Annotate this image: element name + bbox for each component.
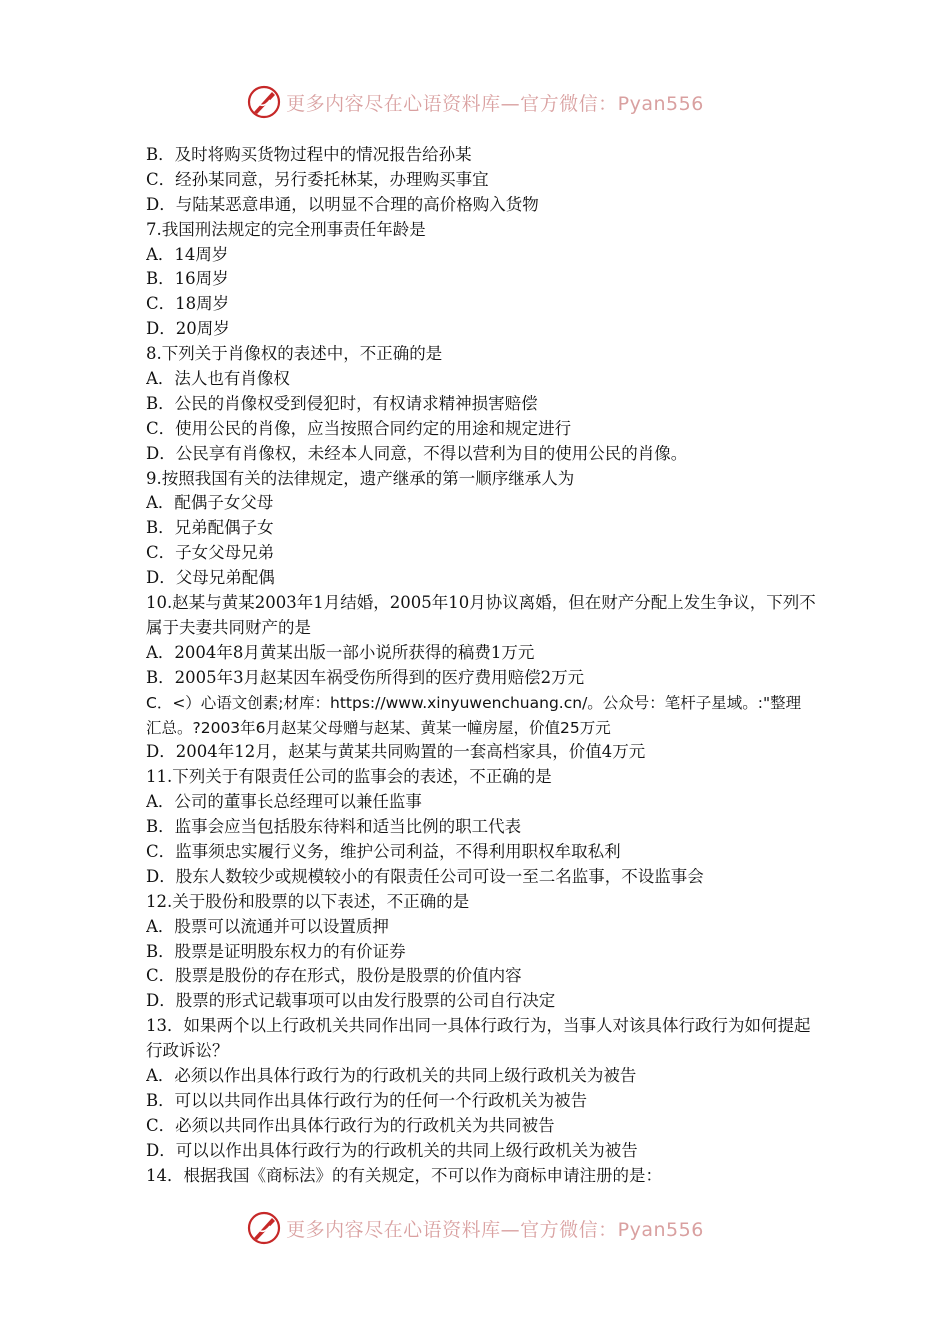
text-line: D．与陆某恶意串通，以明显不合理的高价格购入货物	[146, 194, 539, 214]
question-12: 12.关于股份和股票的以下表述，不正确的是	[146, 891, 470, 911]
banner-text: 更多内容尽在心语资料库—官方微信：Pyan556	[286, 1218, 704, 1241]
option: B．兄弟配偶子女	[146, 518, 274, 538]
header-watermark-banner	[0, 82, 950, 122]
option: D．股东人数较少或规模较小的有限责任公司可设一至二名监事，不设监事会	[146, 866, 704, 886]
option: A．公司的董事长总经理可以兼任监事	[146, 792, 422, 812]
option: B．股票是证明股东权力的有价证券	[146, 941, 406, 961]
option: C．使用公民的肖像，应当按照合同约定的用途和规定进行	[146, 418, 572, 438]
footer-watermark-banner	[0, 1208, 950, 1248]
option: A．2004年8月黄某出版一部小说所获得的稿费1万元	[146, 642, 535, 662]
question-7: 7.我国刑法规定的完全刑事责任年龄是	[146, 219, 426, 239]
option: D．股票的形式记载事项可以由发行股票的公司自行决定	[146, 991, 556, 1011]
question-8: 8.下列关于肖像权的表述中，不正确的是	[146, 344, 443, 364]
question-13: 13．如果两个以上行政机关共同作出同一具体行政行为，当事人对该具体行政行为如何提起行政诉讼？	[146, 1016, 811, 1061]
text-line: B．及时将购买货物过程中的情况报告给孙某	[146, 145, 472, 164]
banner-text: 更多内容尽在心语资料库—官方微信：Pyan556	[286, 92, 704, 115]
quill-logo-icon	[246, 84, 282, 120]
option: B．可以以共同作出具体行政行为的任何一个行政机关为被告	[146, 1090, 588, 1110]
option: C．18周岁	[146, 294, 230, 314]
question-10: 10.赵某与黄某2003年1月结婚，2005年10月协议离婚，但在财产分配上发生争议，下列不属于夫妻共同财产的是	[146, 593, 816, 637]
option: C．必须以共同作出具体行政行为的行政机关为共同被告	[146, 1115, 555, 1135]
option-watermarked: C．<）心语文创素;材库：https://www.xinyuwenchuang.cn/。公众号：笔杆子星域。:"整理汇总。?2003年6月赵某父母赠与赵某、黄某一幢房屋，价值25万元	[146, 693, 802, 737]
option: B．监事会应当包括股东待料和适当比例的职工代表	[146, 817, 522, 837]
text-line: C．经孙某同意，另行委托林某，办理购买事宜	[146, 169, 489, 189]
option: D．父母兄弟配偶	[146, 568, 275, 588]
option: A．股票可以流通并可以设置质押	[146, 916, 389, 936]
option: D．可以以作出具体行政行为的行政机关的共同上级行政机关为被告	[146, 1140, 638, 1160]
document-body	[146, 143, 816, 1189]
option: C．子女父母兄弟	[146, 543, 275, 563]
option: D．20周岁	[146, 319, 230, 339]
option: A．配偶子女父母	[146, 493, 274, 513]
option: B．2005年3月赵某因车祸受伤所得到的医疗费用赔偿2万元	[146, 667, 585, 687]
option: A．法人也有肖像权	[146, 369, 290, 389]
option: C．监事须忠实履行义务，维护公司利益，不得利用职权牟取私利	[146, 842, 621, 861]
option: D．公民享有肖像权，未经本人同意，不得以营利为目的使用公民的肖像。	[146, 443, 688, 463]
quill-logo-icon	[246, 1210, 282, 1246]
option: C．股票是股份的存在形式，股份是股票的价值内容	[146, 966, 522, 986]
option: D．2004年12月，赵某与黄某共同购置的一套高档家具，价值4万元	[146, 742, 646, 762]
option: B．公民的肖像权受到侵犯时，有权请求精神损害赔偿	[146, 393, 538, 413]
option: A．14周岁	[146, 244, 229, 264]
question-9: 9.按照我国有关的法律规定，遗产继承的第一顺序继承人为	[146, 468, 575, 488]
question-11: 11.下列关于有限责任公司的监事会的表述，不正确的是	[146, 767, 552, 787]
option: B．16周岁	[146, 269, 229, 289]
option: A．必须以作出具体行政行为的行政机关的共同上级行政机关为被告	[146, 1066, 637, 1086]
question-14: 14．根据我国《商标法》的有关规定，不可以作为商标申请注册的是：	[146, 1165, 662, 1185]
